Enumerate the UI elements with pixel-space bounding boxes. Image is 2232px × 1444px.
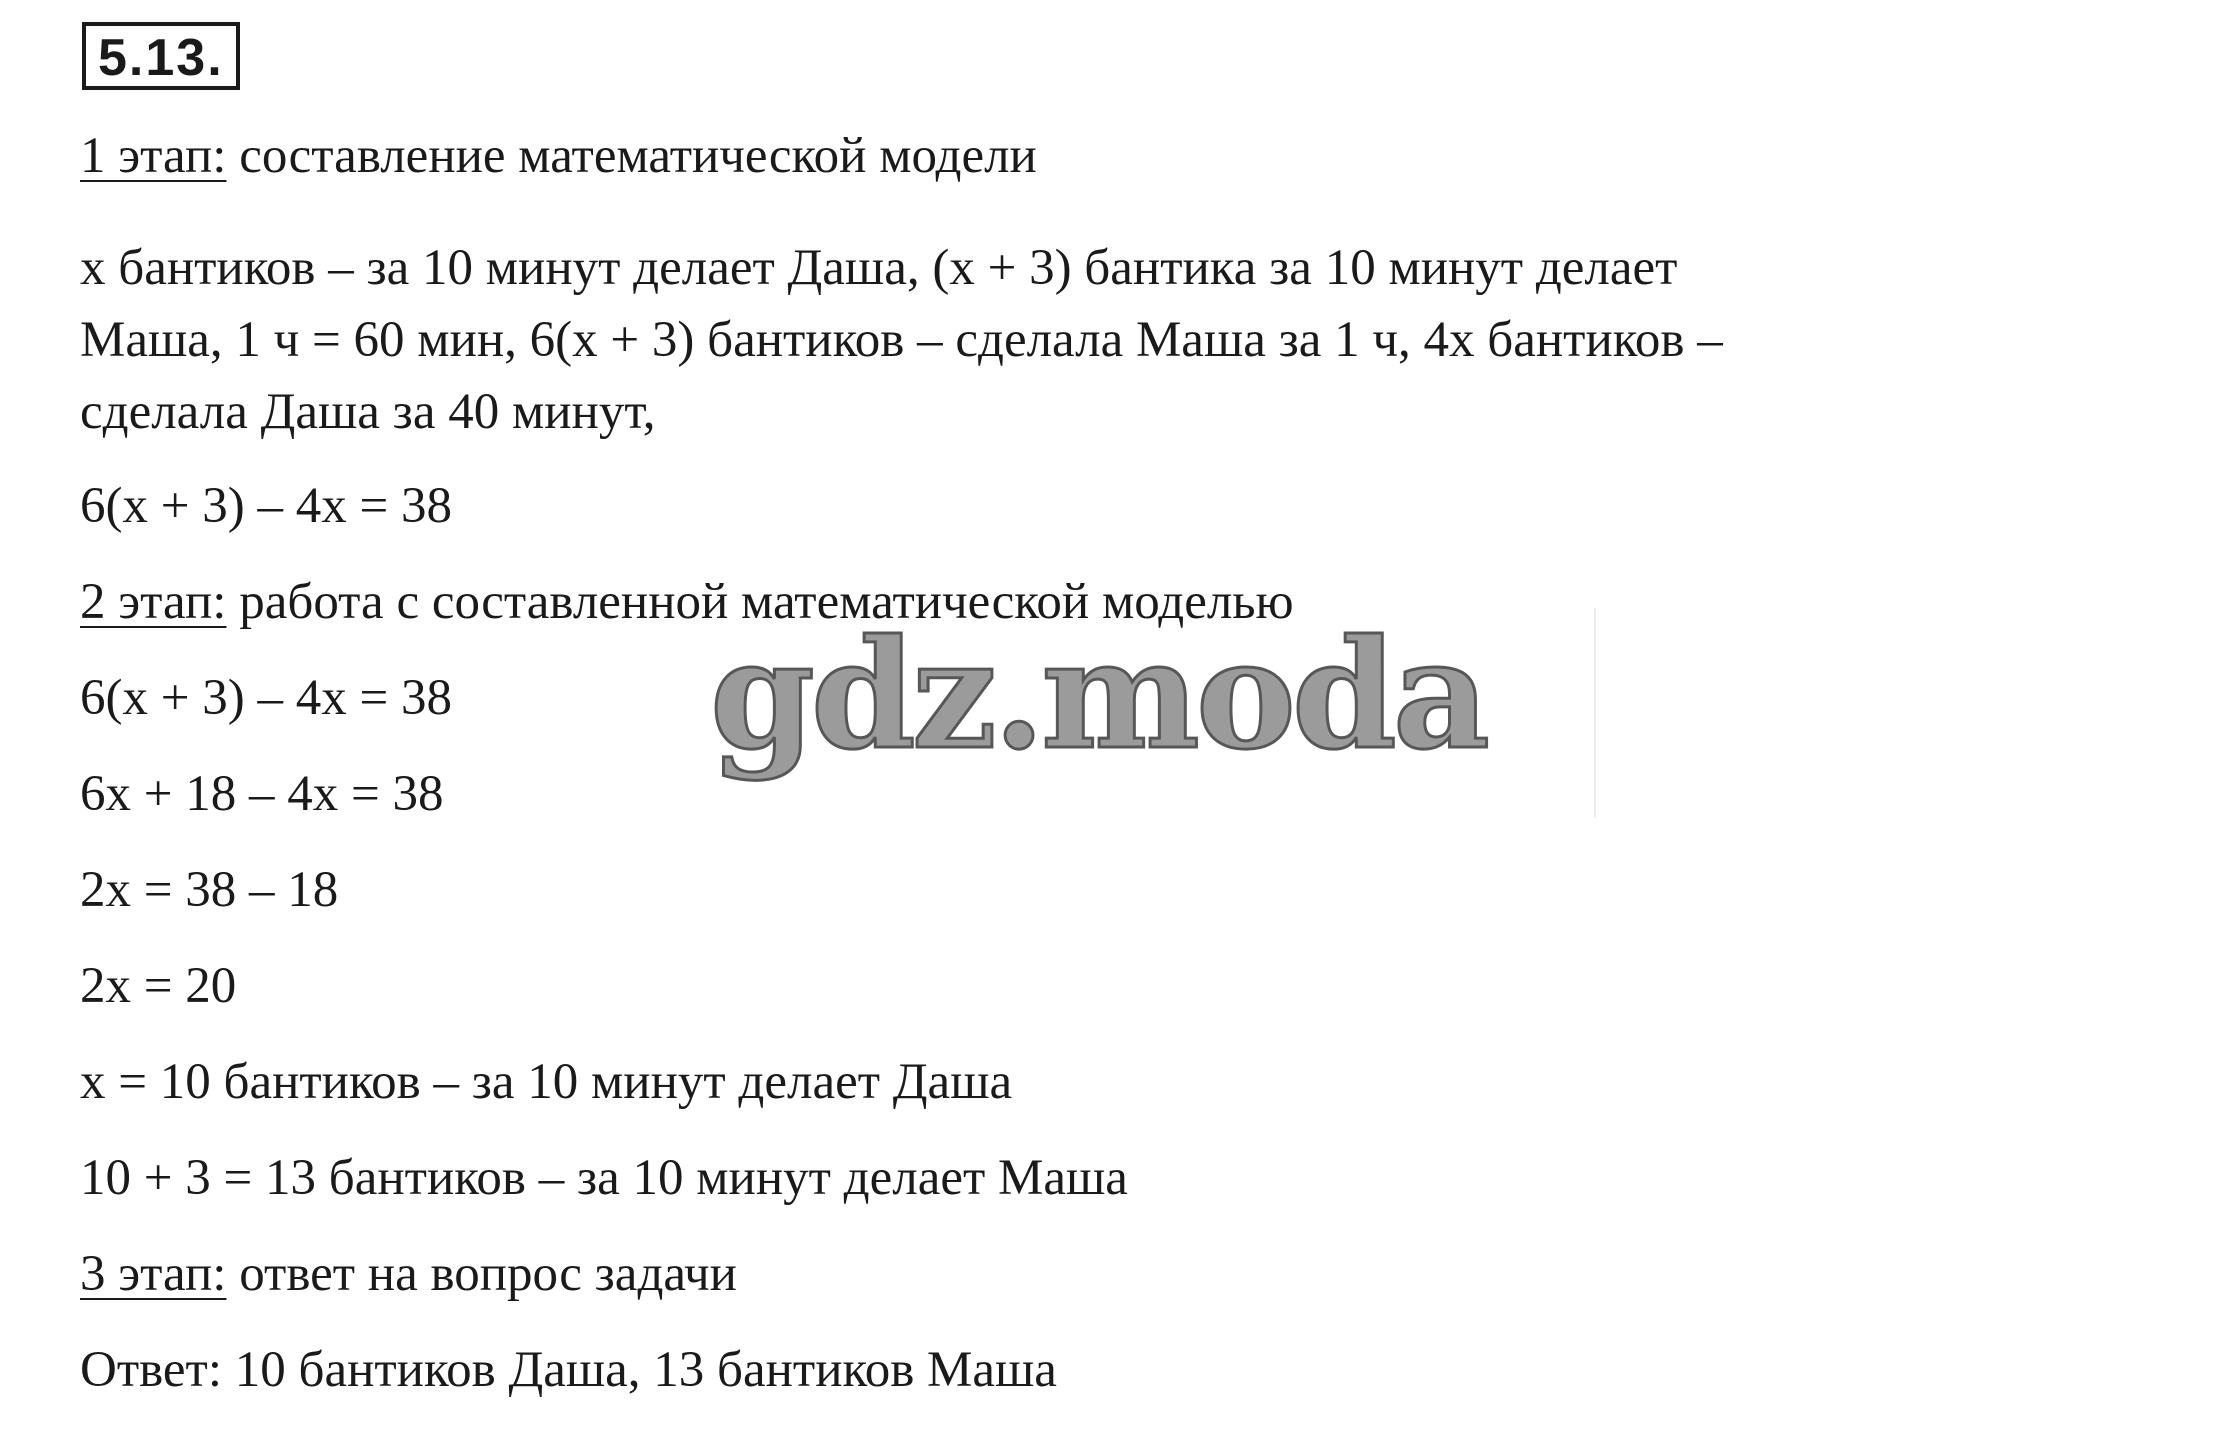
solution-step: 6(x + 3) – 4x = 38: [80, 670, 452, 726]
solution-step: 2x = 38 – 18: [80, 862, 339, 918]
model-line-1: x бантиков – за 10 минут делает Даша, (x + 3) бантика за 10 минут делает: [80, 240, 1678, 296]
watermark-logo: gdz.moda: [710, 607, 1487, 783]
problem-number-box: 5.13.: [82, 22, 240, 90]
model-line-2: Маша, 1 ч = 60 мин, 6(x + 3) бантиков – сделала Маша за 1 ч, 4x бантиков –: [80, 312, 1723, 368]
stage-2-text: работа с составленной математической моделью: [226, 574, 1294, 630]
model-line-3: сделала Даша за 40 минут,: [80, 384, 656, 440]
answer-line: Ответ: 10 бантиков Даша, 13 бантиков Маша: [80, 1342, 1057, 1398]
stage-1-heading: [80, 120, 1037, 192]
stage-2-label: 2 этап:: [80, 574, 227, 630]
scan-artifact-line: [1594, 608, 1596, 818]
stage-3-heading: [80, 1238, 737, 1310]
stage-3-text: ответ на вопрос задачи: [226, 1246, 737, 1302]
stage-1-text: составление математической модели: [226, 128, 1037, 184]
solution-step: 10 + 3 = 13 бантиков – за 10 минут делает Маша: [80, 1150, 1128, 1206]
solution-step: 6x + 18 – 4x = 38: [80, 766, 444, 822]
solution-step: x = 10 бантиков – за 10 минут делает Даша: [80, 1054, 1013, 1110]
stage-1-label: 1 этап:: [80, 128, 227, 184]
stage-3-label: 3 этап:: [80, 1246, 227, 1302]
model-equation: 6(x + 3) – 4x = 38: [80, 478, 452, 534]
solution-step: 2x = 20: [80, 958, 237, 1014]
